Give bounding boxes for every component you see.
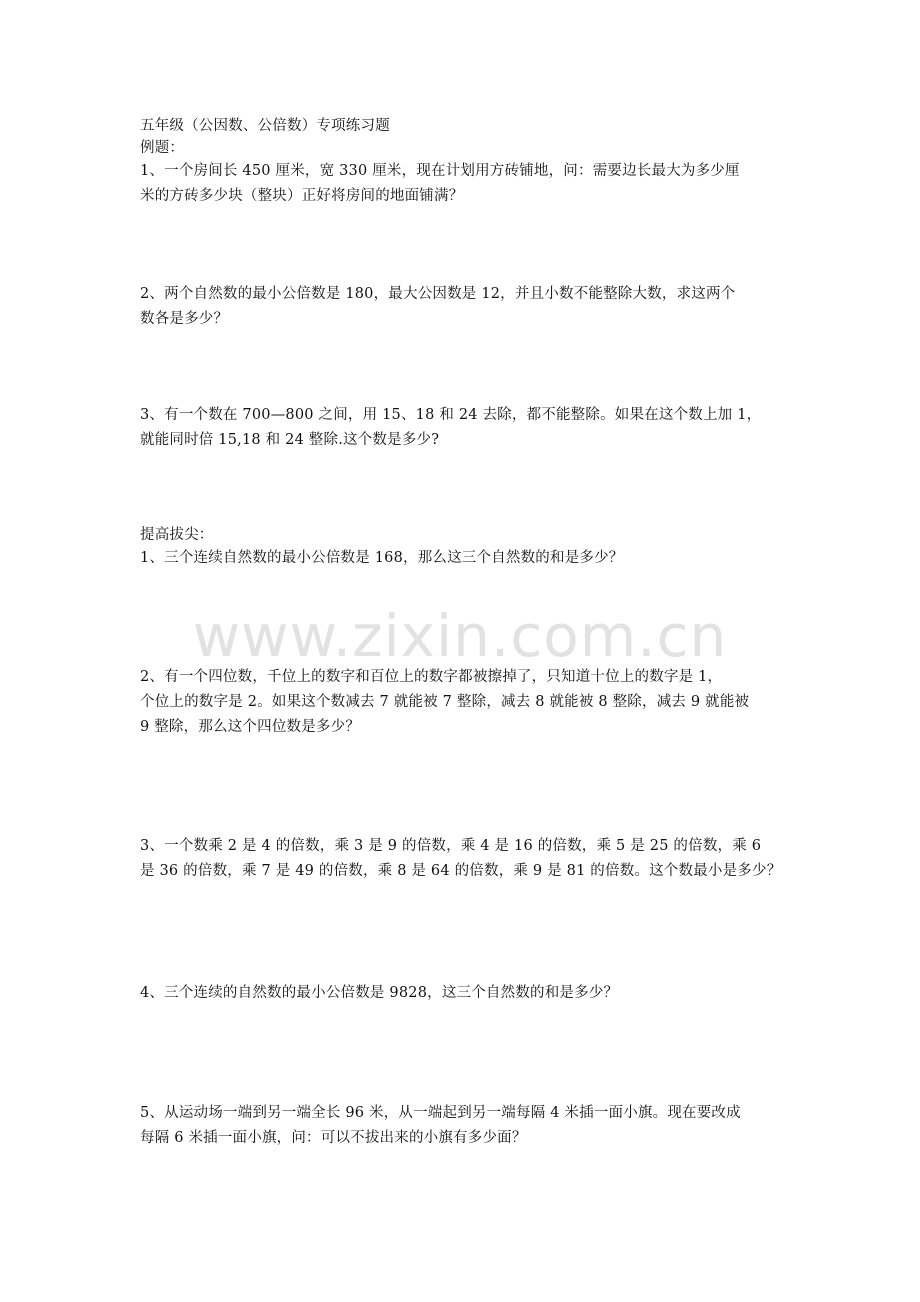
question-line: 2、有一个四位数，千位上的数字和百位上的数字都被擦掉了，只知道十位上的数字是 1， [140, 669, 723, 685]
question-line: 4、三个连续的自然数的最小公倍数是 9828，这三个自然数的和是多少？ [140, 985, 619, 1001]
question-line: 3、有一个数在 700—800 之间，用 15、18 和 24 去除，都不能整除。如果在这个数上加 1， [140, 407, 762, 423]
examples-heading: 例题： [140, 140, 185, 156]
question-line: 5、从运动场一端到另一端全长 96 米，从一端起到另一端每隔 4 米插一面小旗。现在要改成 [140, 1105, 741, 1121]
question-line: 是 36 的倍数，乘 7 是 49 的倍数，乘 8 是 64 的倍数，乘 9 是 81 的倍数。这个数最小是多少？ [140, 863, 782, 879]
question-line: 9 整除，那么这个四位数是多少？ [140, 719, 361, 735]
advanced-heading: 提高拔尖： [140, 527, 214, 543]
watermark: www.zixin.com.cn [192, 602, 728, 670]
question-line: 数各是多少？ [140, 311, 229, 327]
document-title: 五年级（公因数、公倍数）专项练习题 [140, 118, 390, 134]
question-line: 个位上的数字是 2。如果这个数减去 7 就能被 7 整除，减去 8 就能被 8 整除，减去 9 就能被 [140, 694, 750, 710]
question-line: 就能同时倍 15,18 和 24 整除.这个数是多少? [140, 432, 440, 448]
question-line: 米的方砖多少块（整块）正好将房间的地面铺满？ [140, 188, 464, 204]
question-line: 每隔 6 米插一面小旗，问：可以不拔出来的小旗有多少面？ [140, 1130, 527, 1146]
question-line: 3、一个数乘 2 是 4 的倍数，乘 3 是 9 的倍数，乘 4 是 16 的倍数，乘 5 是 25 的倍数，乘 6 [140, 838, 762, 854]
question-line: 1、一个房间长 450 厘米，宽 330 厘米，现在计划用方砖铺地，问：需要边长最大为多少厘 [140, 163, 740, 179]
question-line: 1、三个连续自然数的最小公倍数是 168，那么这三个自然数的和是多少？ [140, 550, 624, 566]
question-line: 2、两个自然数的最小公倍数是 180，最大公因数是 12，并且小数不能整除大数，求这两个 [140, 286, 736, 302]
